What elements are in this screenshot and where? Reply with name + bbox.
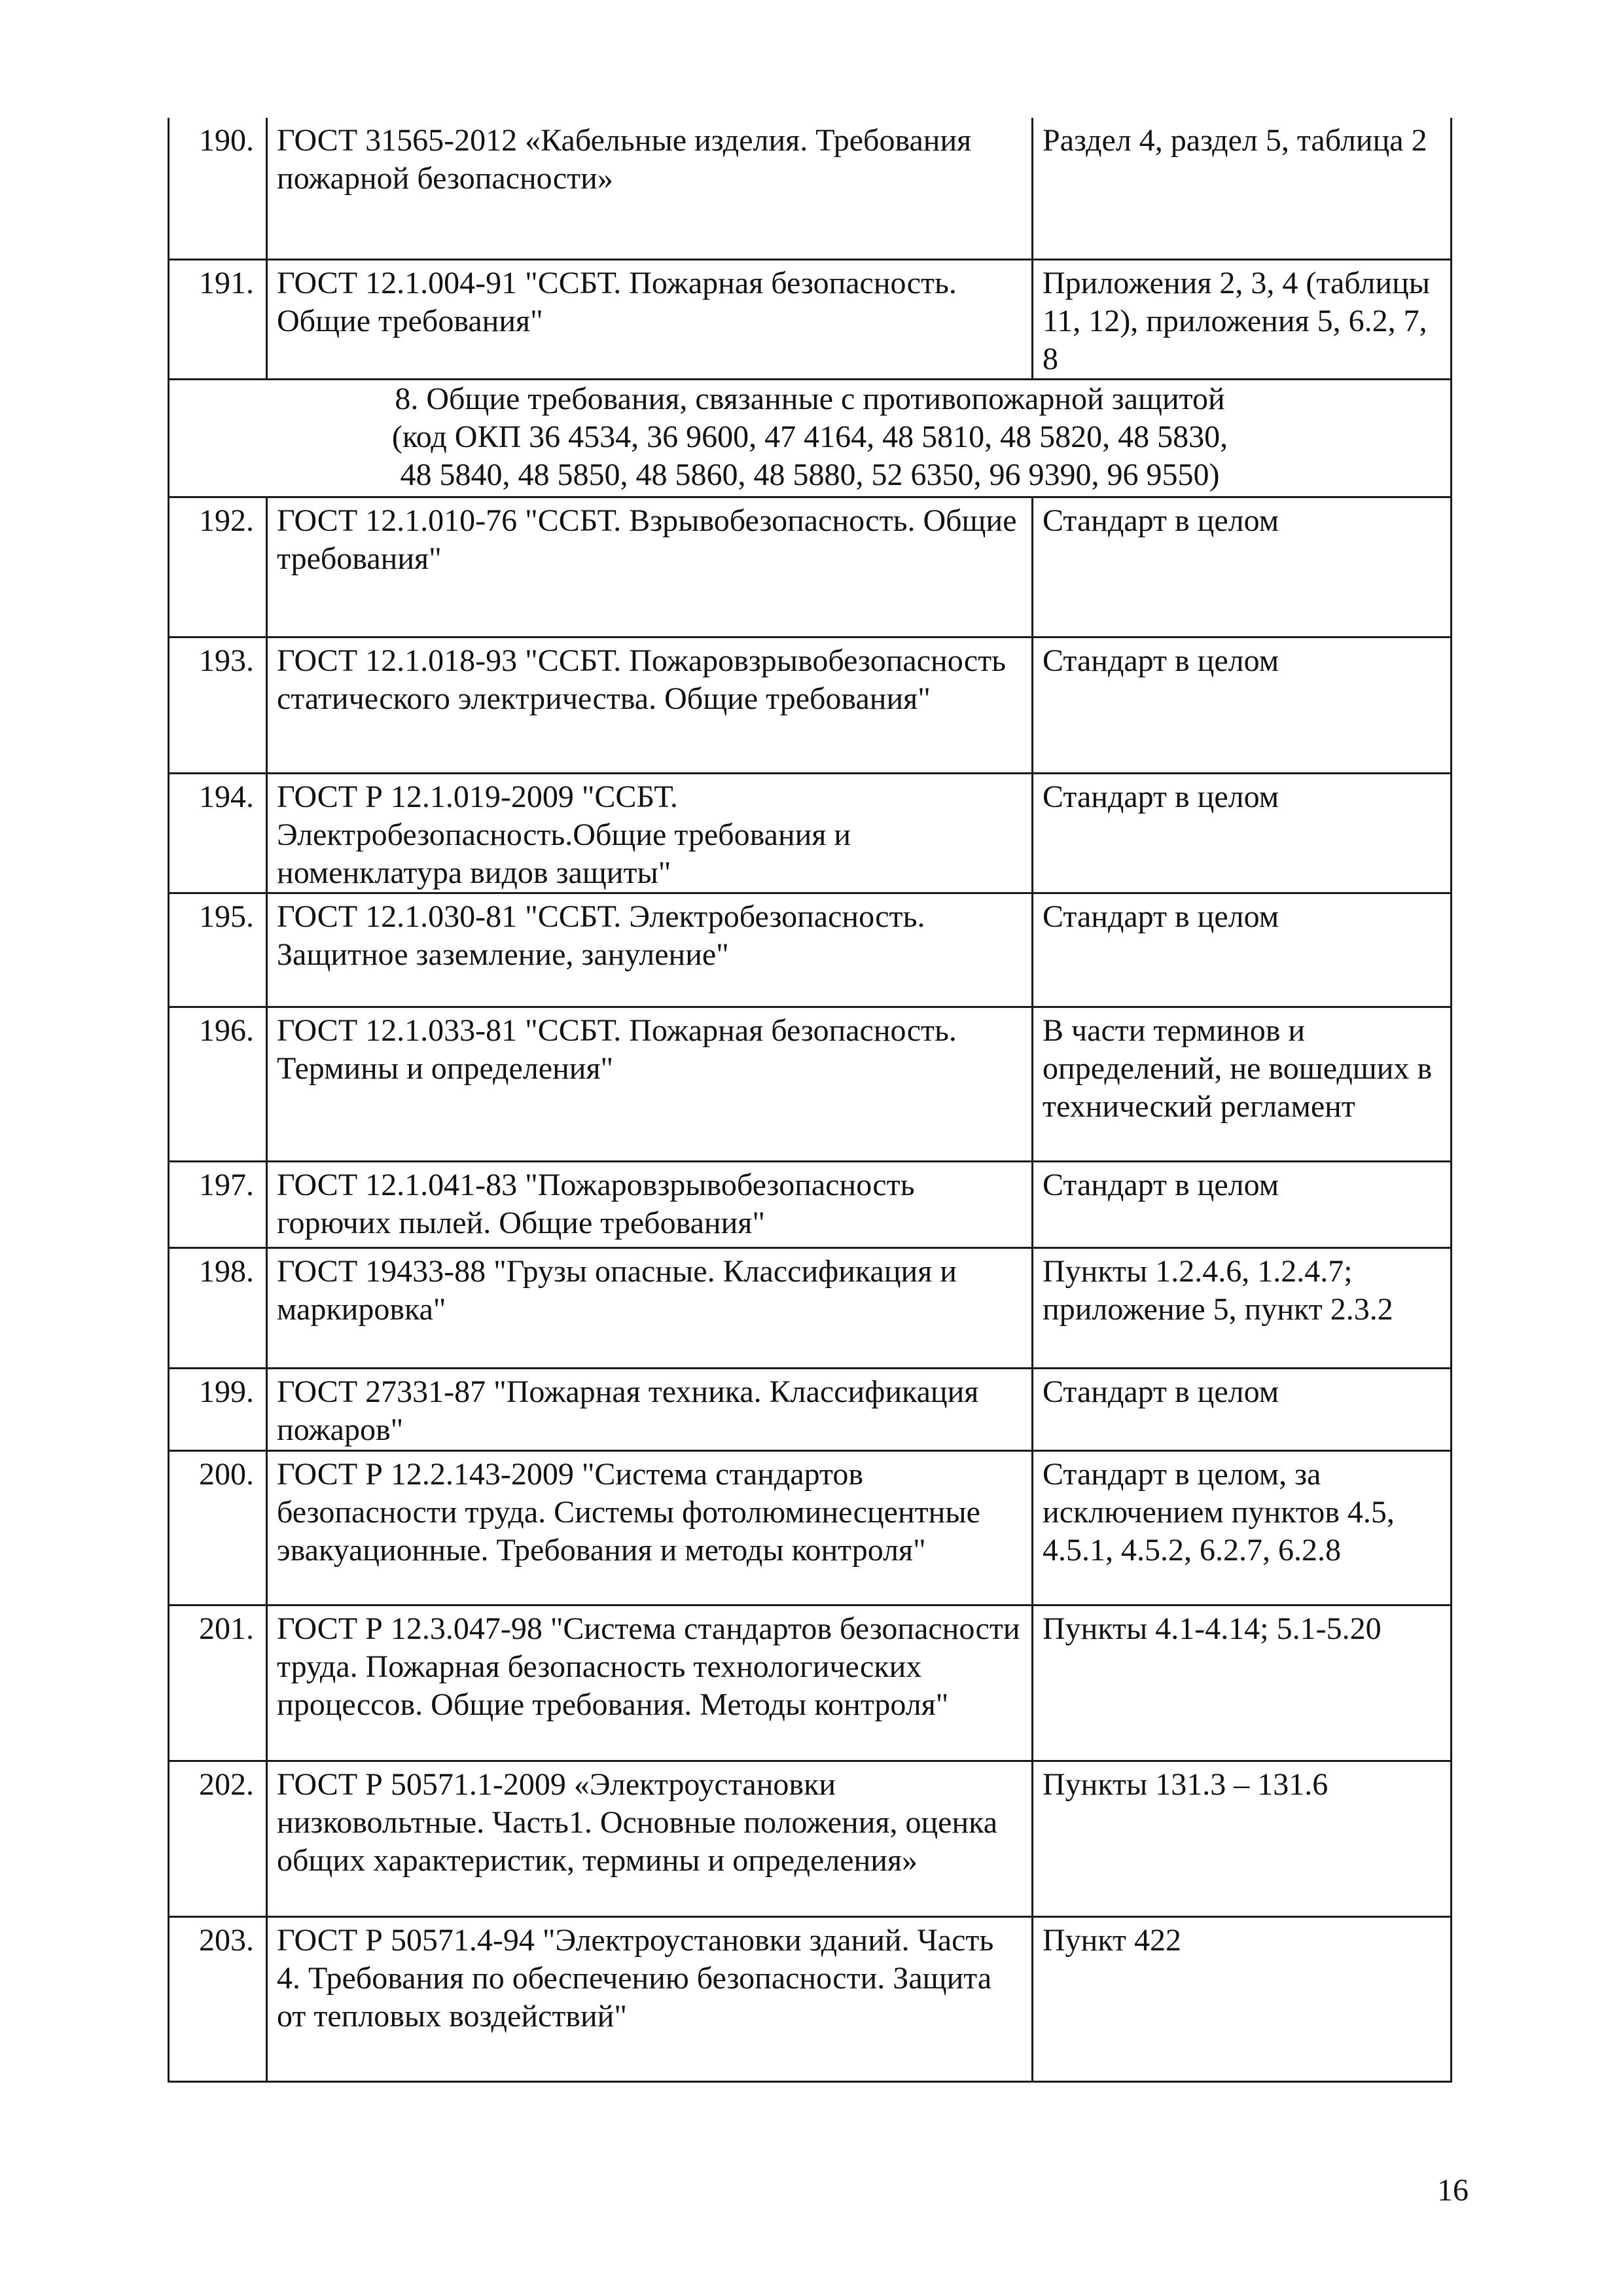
standards-table <box>168 118 1452 2083</box>
row-number: 192. <box>169 497 267 637</box>
row-number: 191. <box>169 259 267 379</box>
table-row <box>169 1450 1452 1605</box>
table-row <box>169 1916 1452 2081</box>
table-row <box>169 497 1452 637</box>
standard-title: ГОСТ Р 50571.4-94 "Электроустановки зданий. Часть 4. Требования по обеспечению безопасности. Защита от тепловых воздействий" <box>267 1916 1033 2081</box>
row-number: 203. <box>169 1916 267 2081</box>
section-okp-codes-line-2: 48 5840, 48 5850, 48 5860, 48 5880, 52 6350, 96 9390, 96 9550) <box>400 457 1220 492</box>
standard-title: ГОСТ 19433-88 "Грузы опасные. Классификация и маркировка" <box>267 1247 1033 1368</box>
standard-title: ГОСТ 27331-87 "Пожарная техника. Классификация пожаров" <box>267 1368 1033 1450</box>
standard-title: ГОСТ Р 50571.1-2009 «Электроустановки низковольтные. Часть1. Основные положения, оценка общих характеристик, термины и определения» <box>267 1761 1033 1916</box>
applicable-scope: Приложения 2, 3, 4 (таблицы 11, 12), приложения 5, 6.2, 7, 8 <box>1033 259 1452 379</box>
standard-title: ГОСТ 12.1.018-93 "ССБТ. Пожаровзрывобезопасность статического электричества. Общие требования" <box>267 637 1033 773</box>
standard-title: ГОСТ 31565-2012 «Кабельные изделия. Требования пожарной безопасности» <box>267 118 1033 259</box>
standard-title: ГОСТ 12.1.033-81 "ССБТ. Пожарная безопасность. Термины и определения" <box>267 1007 1033 1161</box>
page-number: 16 <box>1437 2173 1469 2208</box>
applicable-scope: Стандарт в целом <box>1033 497 1452 637</box>
standard-title: ГОСТ 12.1.030-81 "ССБТ. Электробезопасность. Защитное заземление, зануление" <box>267 893 1033 1007</box>
table-row <box>169 637 1452 773</box>
row-number: 193. <box>169 637 267 773</box>
applicable-scope: Пункт 422 <box>1033 1916 1452 2081</box>
table-row <box>169 893 1452 1007</box>
table-row <box>169 773 1452 893</box>
row-number: 196. <box>169 1007 267 1161</box>
applicable-scope: Стандарт в целом <box>1033 1368 1452 1450</box>
row-number: 202. <box>169 1761 267 1916</box>
table-row <box>169 118 1452 259</box>
row-number: 201. <box>169 1605 267 1761</box>
section-okp-codes-line-1: (код ОКП 36 4534, 36 9600, 47 4164, 48 5810, 48 5820, 48 5830, <box>391 419 1228 454</box>
table-row <box>169 259 1452 379</box>
applicable-scope: Стандарт в целом <box>1033 637 1452 773</box>
table-row <box>169 1368 1452 1450</box>
applicable-scope: Стандарт в целом <box>1033 893 1452 1007</box>
row-number: 190. <box>169 118 267 259</box>
row-number: 194. <box>169 773 267 893</box>
standard-title: ГОСТ 12.1.004-91 "ССБТ. Пожарная безопасность. Общие требования" <box>267 259 1033 379</box>
row-number: 197. <box>169 1161 267 1247</box>
table-row <box>169 1247 1452 1368</box>
table-row <box>169 1007 1452 1161</box>
applicable-scope: Раздел 4, раздел 5, таблица 2 <box>1033 118 1452 259</box>
applicable-scope: Пункты 4.1-4.14; 5.1-5.20 <box>1033 1605 1452 1761</box>
standard-title: ГОСТ 12.1.041-83 "Пожаровзрывобезопасность горючих пылей. Общие требования" <box>267 1161 1033 1247</box>
table-row <box>169 1161 1452 1247</box>
table-row <box>169 1761 1452 1916</box>
applicable-scope: Пункты 1.2.4.6, 1.2.4.7; приложение 5, пункт 2.3.2 <box>1033 1247 1452 1368</box>
row-number: 195. <box>169 893 267 1007</box>
standard-title: ГОСТ 12.1.010-76 "ССБТ. Взрывобезопасность. Общие требования" <box>267 497 1033 637</box>
table-row <box>169 1605 1452 1761</box>
applicable-scope: Стандарт в целом, за исключением пунктов 4.5, 4.5.1, 4.5.2, 6.2.7, 6.2.8 <box>1033 1450 1452 1605</box>
row-number: 200. <box>169 1450 267 1605</box>
section-heading <box>169 379 1452 497</box>
section-header-row <box>169 379 1452 497</box>
standard-title: ГОСТ Р 12.1.019-2009 "ССБТ. Электробезопасность.Общие требования и номенклатура видов защиты" <box>267 773 1033 893</box>
row-number: 199. <box>169 1368 267 1450</box>
row-number: 198. <box>169 1247 267 1368</box>
applicable-scope: В части терминов и определений, не вошедших в технический регламент <box>1033 1007 1452 1161</box>
standard-title: ГОСТ Р 12.2.143-2009 "Система стандартов безопасности труда. Системы фотолюминесцентные эвакуационные. Требования и методы контроля" <box>267 1450 1033 1605</box>
standard-title: ГОСТ Р 12.3.047-98 "Система стандартов безопасности труда. Пожарная безопасность технологических процессов. Общие требования. Методы контроля" <box>267 1605 1033 1761</box>
applicable-scope: Пункты 131.3 – 131.6 <box>1033 1761 1452 1916</box>
applicable-scope: Стандарт в целом <box>1033 1161 1452 1247</box>
applicable-scope: Стандарт в целом <box>1033 773 1452 893</box>
section-title: 8. Общие требования, связанные с противопожарной защитой <box>395 381 1225 416</box>
